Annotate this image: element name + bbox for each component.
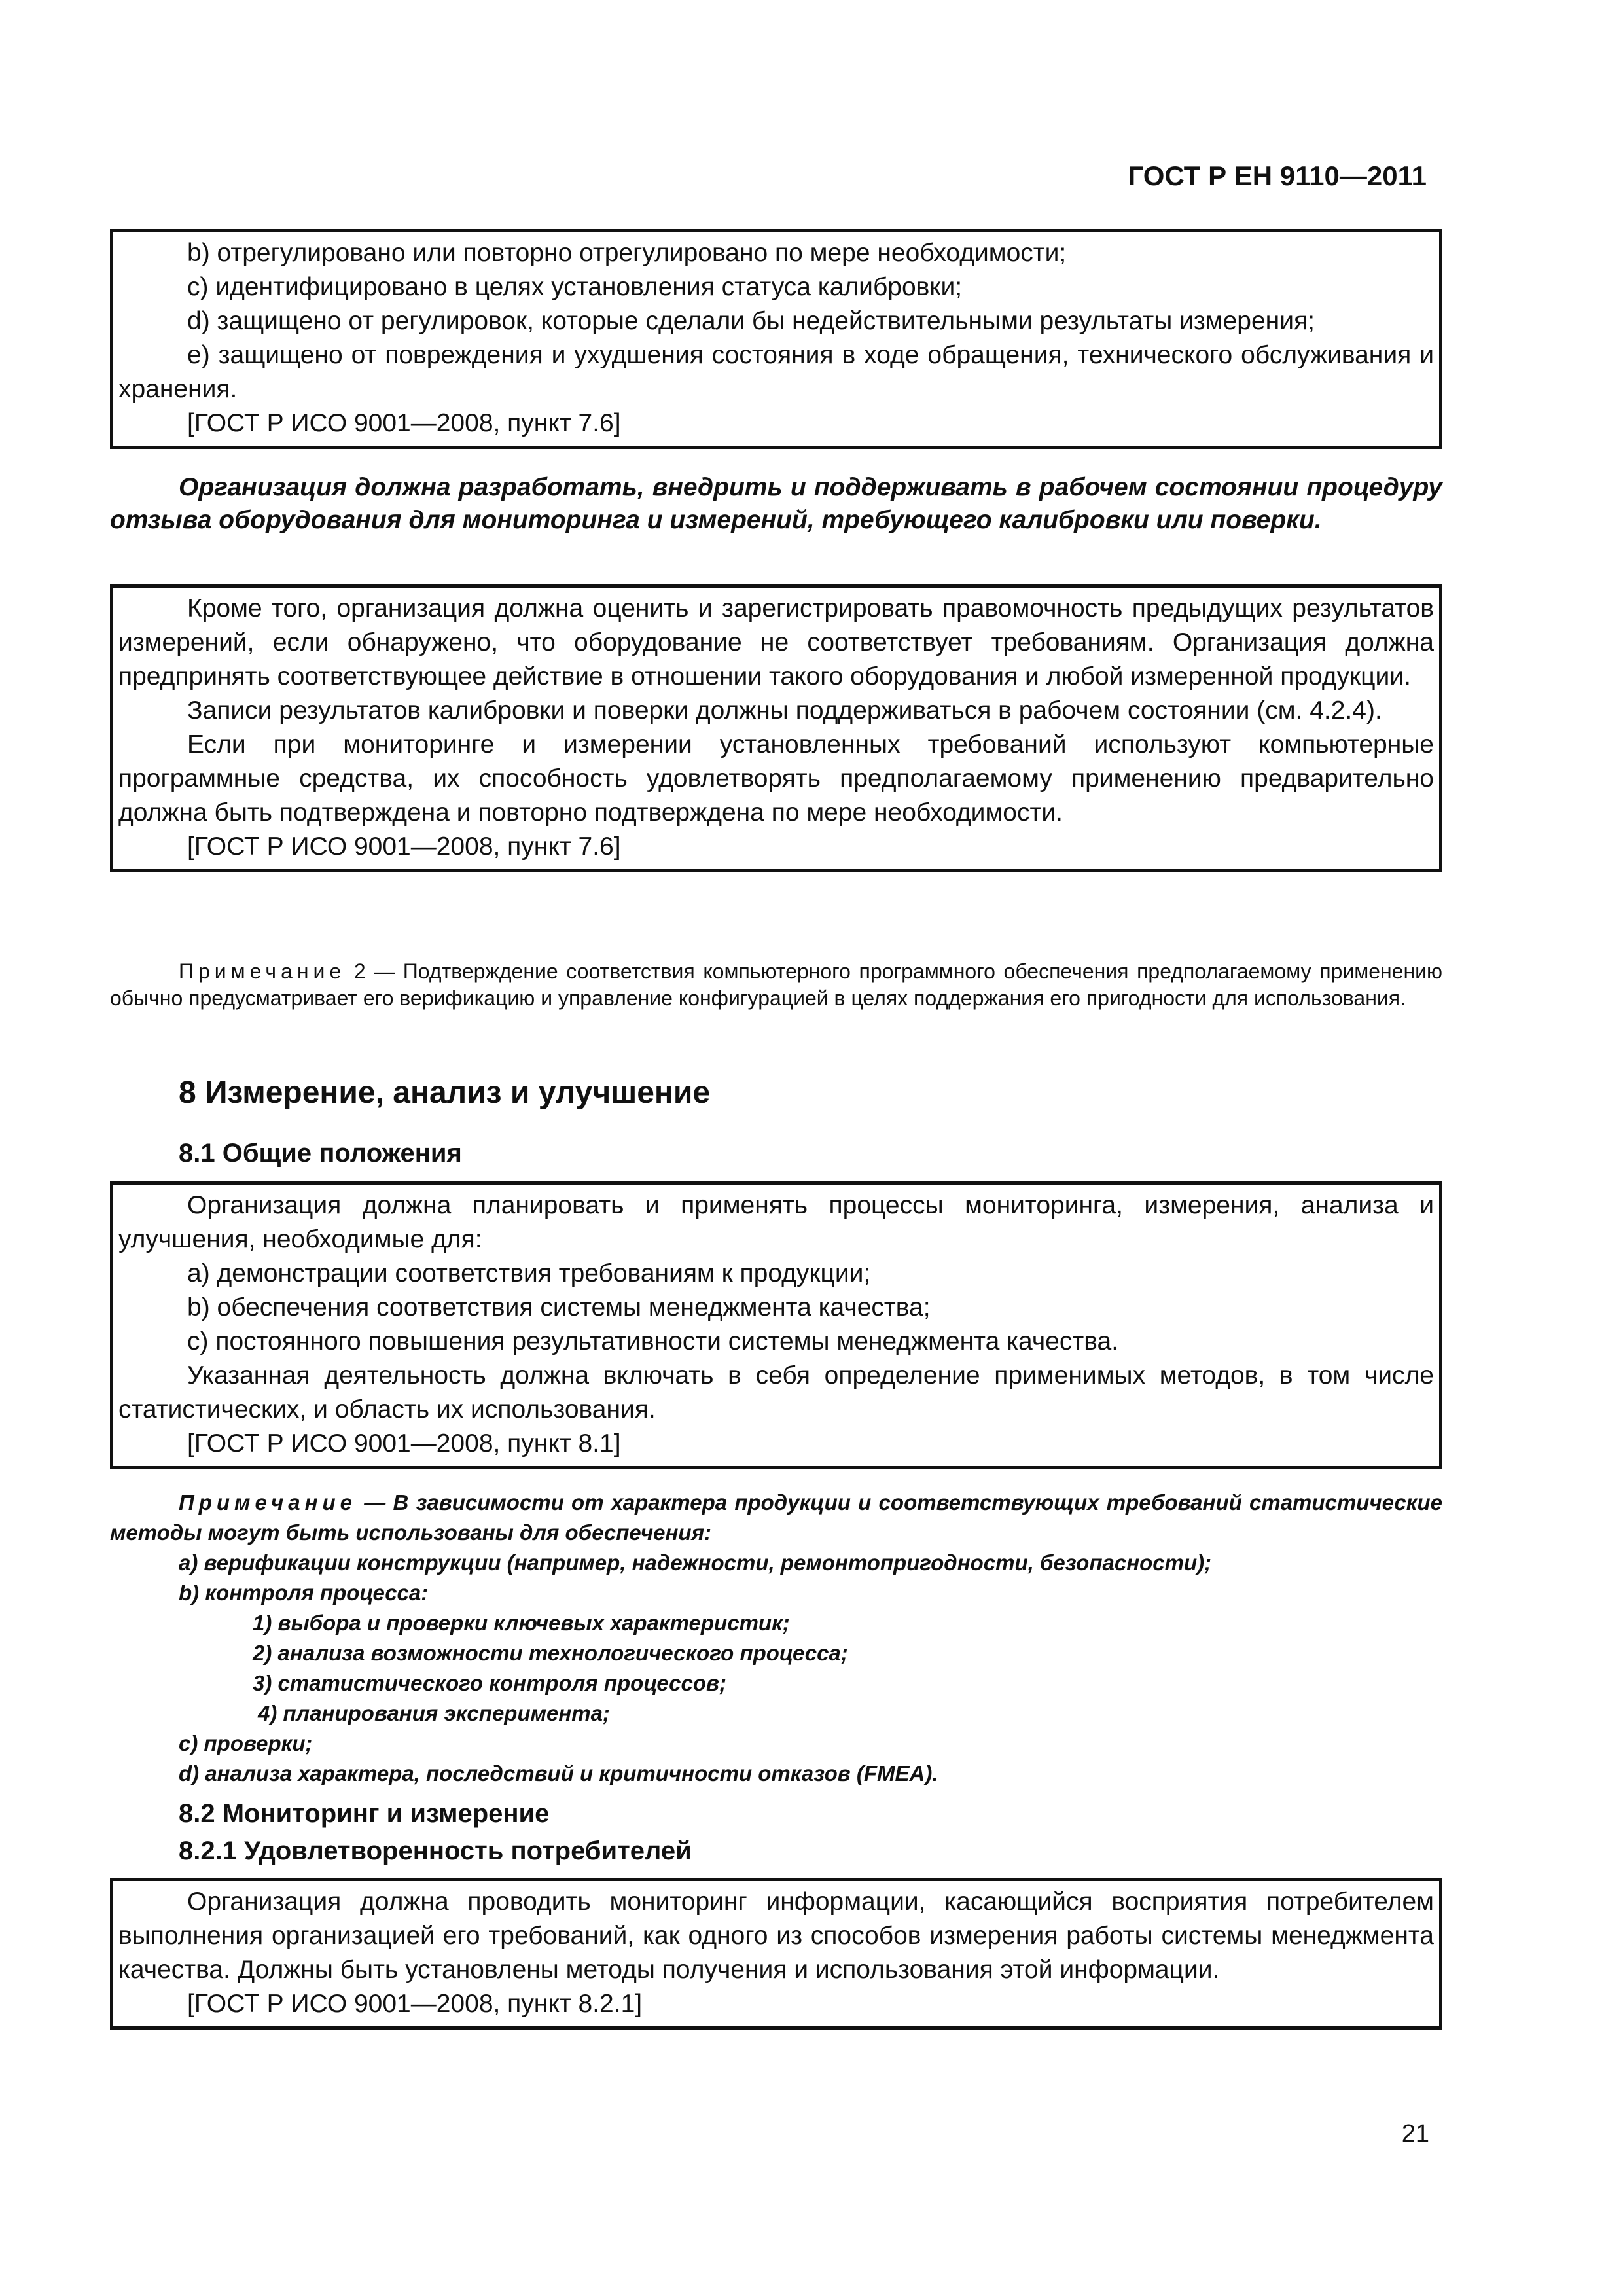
list-item-b1: 1) выбора и проверки ключевых характеристик; — [253, 1611, 790, 1635]
requirement-text: Организация должна разработать, внедрить и поддерживать в рабочем состоянии процедуру отзыва оборудования для мониторинга и измерений, требующего калибровки или поверки. — [110, 473, 1442, 534]
quote-box-8-1 — [110, 1181, 1442, 1469]
additional-requirement — [110, 471, 1442, 537]
list-item-b: b) отрегулировано или повторно отрегулировано по мере необходимости; — [187, 239, 1067, 267]
paragraph: Если при мониторинге и измерении установленных требований используют компьютерные программные средства, их способность удовлетворять предполагаемому применению предварительно должна быть подтверждена и повторно подтверждена по мере необходимости. — [118, 730, 1434, 827]
reference: [ГОСТ Р ИСО 9001—2008, пункт 8.1] — [187, 1429, 621, 1458]
note-text: 2 — Подтверждение соответствия компьютерного программного обеспечения предполагаемому применению обычно предусматривает его верификацию и управление конфигурацией в целях поддержания его пригодности для использования. — [110, 960, 1442, 1010]
reference: [ГОСТ Р ИСО 9001—2008, пункт 7.6] — [187, 833, 621, 861]
list-item-a: a) верификации конструкции (например, надежности, ремонтопригодности, безопасности); — [179, 1551, 1212, 1575]
page-number: 21 — [1401, 2120, 1429, 2147]
note-text: — В зависимости от характера продукции и соответствующих требований статистические методы могут быть использованы для обеспечения: — [110, 1490, 1442, 1545]
list-item-d: d) защищено от регулировок, которые сделали бы недействительными результаты измерения; — [187, 307, 1315, 335]
reference: [ГОСТ Р ИСО 9001—2008, пункт 7.6] — [187, 409, 621, 437]
list-item-e: e) защищено от повреждения и ухудшения состояния в ходе обращения, технического обслуживания и хранения. — [118, 341, 1434, 403]
note-2 — [110, 958, 1442, 1012]
reference: [ГОСТ Р ИСО 9001—2008, пункт 8.2.1] — [187, 1990, 643, 2018]
document-header: ГОСТ Р ЕН 9110—2011 — [1128, 160, 1427, 191]
list-item-c: c) идентифицировано в целях установления статуса калибровки; — [187, 273, 963, 301]
list-item-c: c) проверки; — [179, 1731, 313, 1755]
note-label: Примечание — [179, 960, 346, 983]
list-item-b: b) контроля процесса: — [179, 1581, 429, 1605]
paragraph: Организация должна планировать и применять процессы мониторинга, измерения, анализа и улучшения, необходимые для: — [118, 1191, 1434, 1253]
section-heading — [110, 1073, 1442, 1113]
list-item-d: d) анализа характера, последствий и критичности отказов (FMEA). — [179, 1761, 938, 1785]
subsection-heading — [110, 1834, 1442, 1868]
paragraph: Организация должна проводить мониторинг информации, касающийся восприятия потребителем выполнения организацией его требований, как одного из способов измерения работы системы менеджмента качества. Должны быть установлены методы получения и использования этой информации. — [118, 1888, 1434, 1984]
section-8-1-title: 8.1 Общие положения — [179, 1139, 462, 1168]
list-item-b3: 3) статистического контроля процессов; — [253, 1671, 726, 1695]
paragraph: Указанная деятельность должна включать в себя определение применимых методов, в том числе статистических, и область их использования. — [118, 1361, 1434, 1424]
list-item-b2: 2) анализа возможности технологического процесса; — [253, 1641, 848, 1665]
section-8-2-1-title: 8.2.1 Удовлетворенность потребителей — [179, 1837, 692, 1865]
section-8-2-title: 8.2 Мониторинг и измерение — [179, 1799, 550, 1828]
quote-box-7-6 — [110, 584, 1442, 872]
list-item-c: c) постоянного повышения результативности системы менеджмента качества. — [187, 1327, 1119, 1355]
subsection-heading — [110, 1136, 1442, 1170]
quote-box-7-6-continued — [110, 229, 1442, 449]
list-item-b: b) обеспечения соответствия системы менеджмента качества; — [187, 1293, 931, 1321]
note-label: Примечание — [179, 1490, 357, 1515]
list-item-a: a) демонстрации соответствия требованиям к продукции; — [187, 1259, 871, 1287]
list-item-b4: 4) планирования эксперимента; — [258, 1701, 610, 1725]
note-statistical-methods — [110, 1488, 1442, 1789]
section-8-title: 8 Измерение, анализ и улучшение — [179, 1075, 711, 1110]
paragraph: Кроме того, организация должна оценить и зарегистрировать правомочность предыдущих результатов измерений, если обнаружено, что оборудование не соответствует требованиям. Организация должна предпринять соответствующее действие в отношении такого оборудования и любой измеренной продукции. — [118, 594, 1434, 691]
subsection-heading — [110, 1797, 1442, 1831]
quote-box-8-2-1 — [110, 1878, 1442, 2030]
paragraph: Записи результатов калибровки и поверки должны поддерживаться в рабочем состоянии (см. 4.2.4). — [187, 696, 1382, 725]
